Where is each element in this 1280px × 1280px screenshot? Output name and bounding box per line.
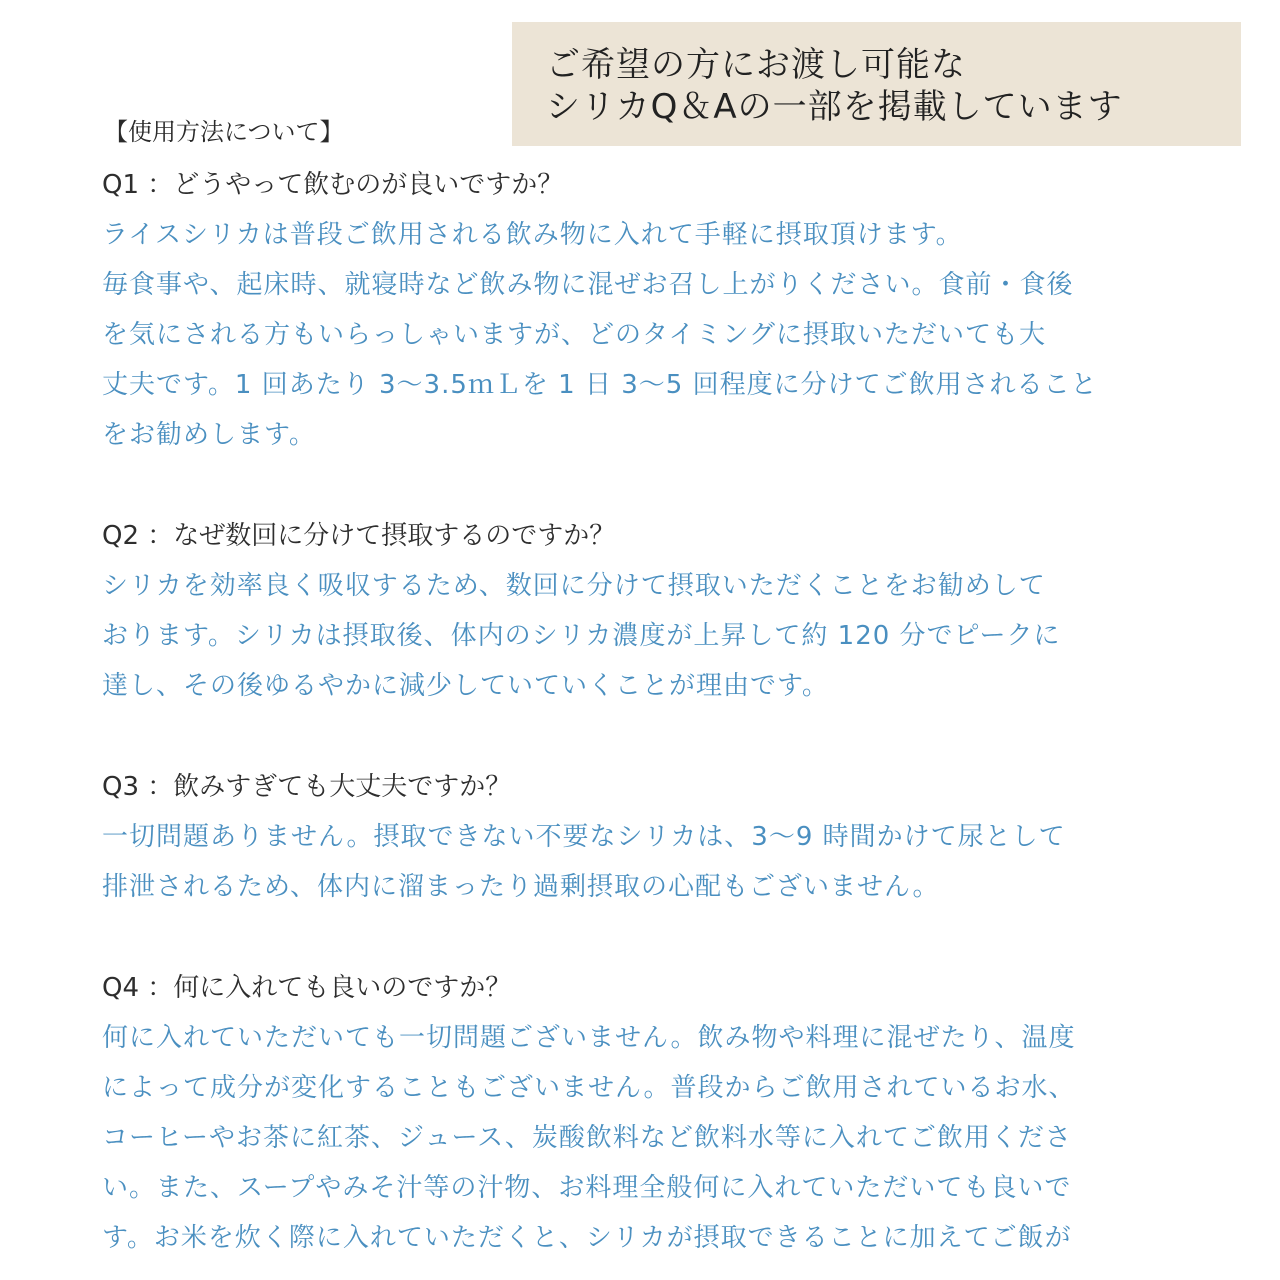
answer-line: ライスシリカは普段ご飲用される飲み物に入れて手軽に摂取頂けます。	[102, 220, 963, 250]
question: Q4 ：何に入れても良いのですか？	[102, 973, 512, 1003]
answer-line: 一切問題ありません。摂取できない不要なシリカは、3～9 時間かけて尿として	[102, 822, 1066, 852]
question: Q2 ：なぜ数回に分けて摂取するのですか？	[102, 521, 616, 551]
answer-line: い。また、スープやみそ汁等の汁物、お料理全般何に入れていただいても良いで	[102, 1173, 1072, 1203]
answer-line: 毎食事や、起床時、就寝時など飲み物に混ぜお召し上がりください。食前・食後	[102, 270, 1074, 300]
answer-line: 排泄されるため、体内に溜まったり過剰摂取の心配もございません。	[102, 872, 940, 902]
question: Q3 ：飲みすぎても大丈夫ですか？	[102, 772, 512, 802]
qa-item-2	[102, 511, 1172, 711]
answer-line: おります。シリカは摂取後、体内のシリカ濃度が上昇して約 120 分でピークに	[102, 621, 1061, 651]
answer-line: 丈夫です。1 回あたり 3～3.5ｍＬを 1 日 3～5 回程度に分けてご飲用されること	[102, 370, 1098, 400]
answer-line: によって成分が変化することもございません。普段からご飲用されているお水、	[102, 1073, 1076, 1103]
answer-line: コーヒーやお茶に紅茶、ジュース、炭酸飲料など飲料水等に入れてご飲用くださ	[102, 1123, 1072, 1153]
banner-line: シリカQ＆Aの一部を掲載しています	[546, 87, 1123, 127]
qa-item-1	[102, 160, 1172, 460]
header-banner	[512, 22, 1241, 146]
answer-line: をお勧めします。	[102, 420, 316, 450]
answer-line: す。お米を炊く際に入れていただくと、シリカが摂取できることに加えてご飯が	[102, 1223, 1072, 1253]
answer-line: 達し、その後ゆるやかに減少していていくことが理由です。	[102, 671, 829, 701]
question: Q1 ：どうやって飲むのが良いですか？	[102, 170, 564, 200]
answer-line: を気にされる方もいらっしゃいますが、どのタイミングに摂取いただいても大	[102, 320, 1046, 350]
answer-line: シリカを効率良く吸収するため、数回に分けて摂取いただくことをお勧めして	[102, 571, 1046, 601]
section-title: 【使用方法について】	[104, 118, 344, 146]
qa-item-4	[102, 963, 1172, 1263]
qa-item-3	[102, 762, 1172, 912]
banner-line: ご希望の方にお渡し可能な	[546, 45, 966, 85]
answer-line: 何に入れていただいても一切問題ございません。飲み物や料理に混ぜたり、温度	[102, 1023, 1076, 1053]
